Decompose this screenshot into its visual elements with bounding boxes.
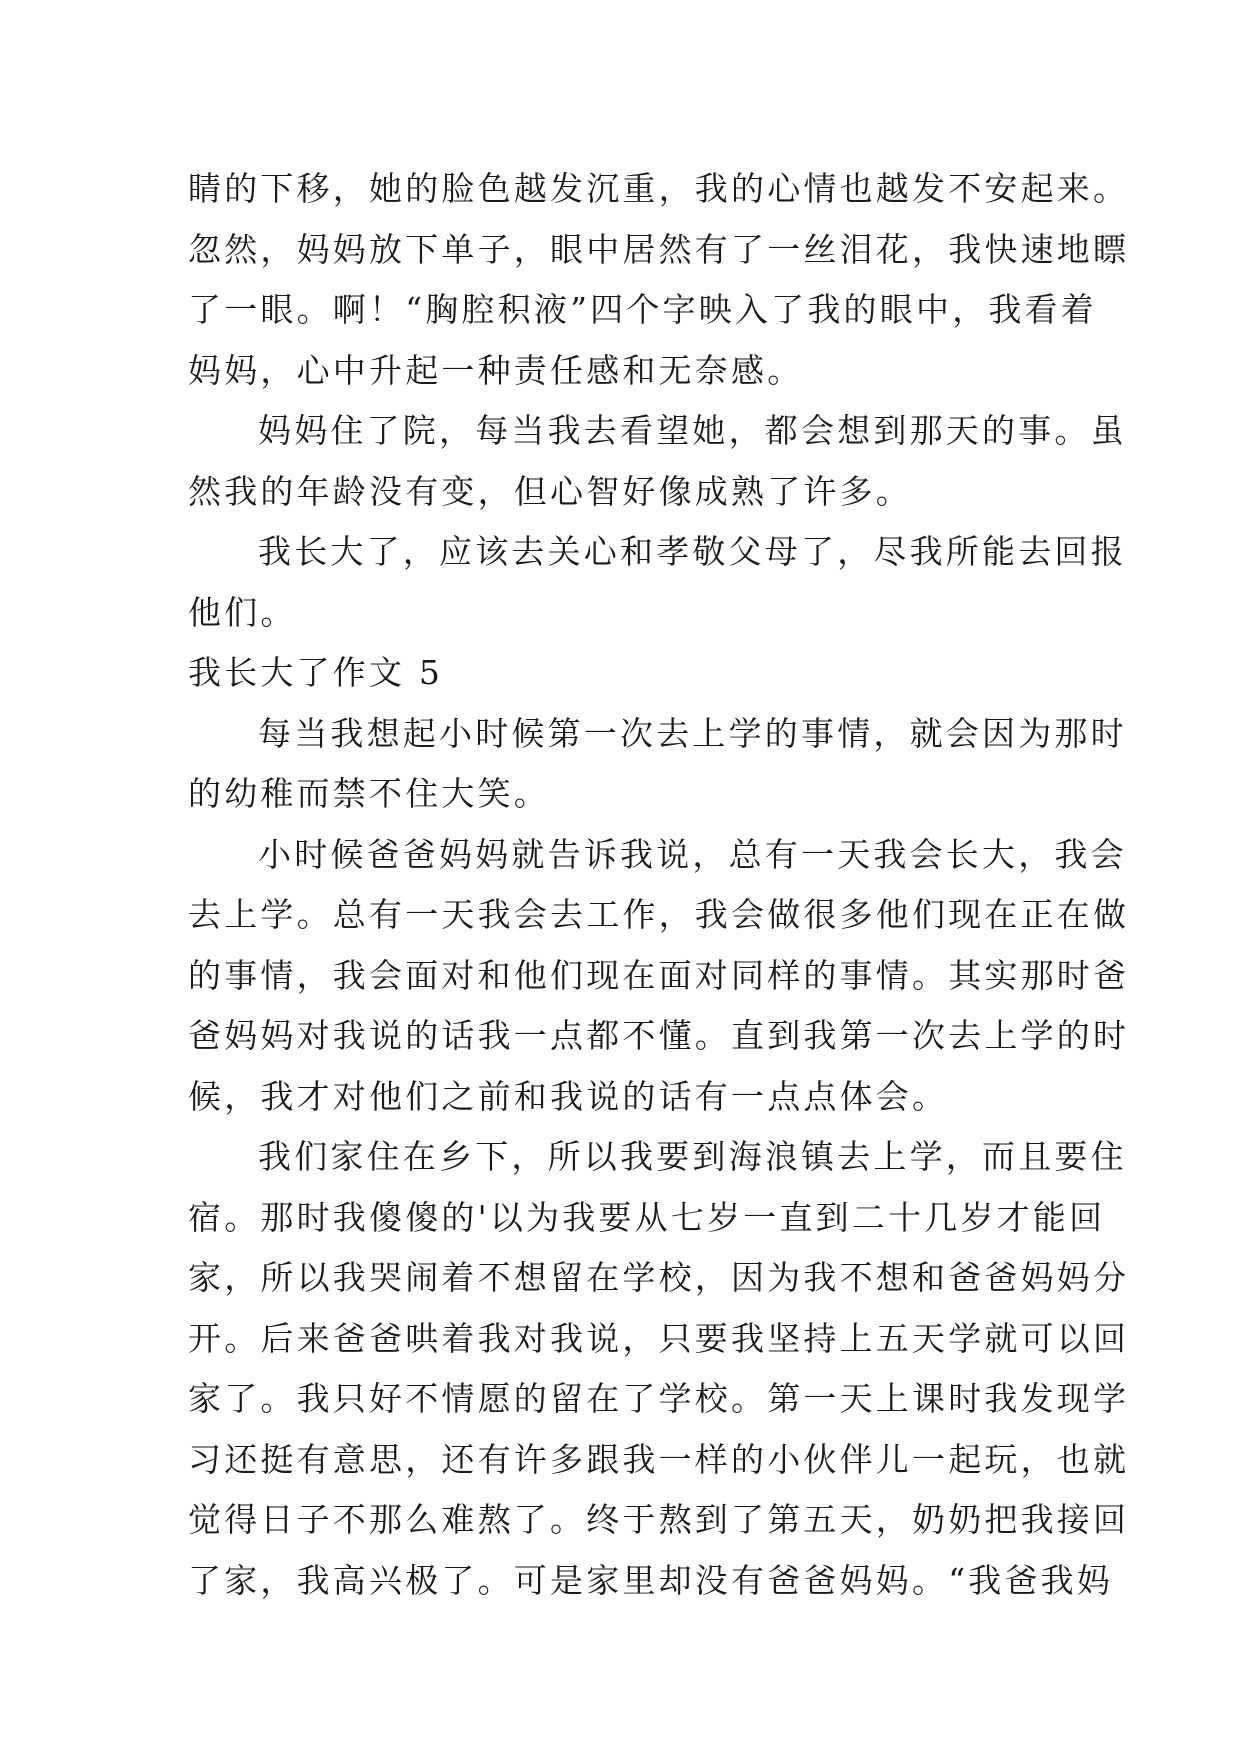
text-line: 然我的年龄没有变，但心智好像成熟了许多。 (188, 471, 912, 511)
document-body (188, 159, 1130, 1611)
section-heading: 我长大了作文 5 (188, 653, 444, 692)
text-line: 家，所以我哭闹着不想留在学校，因为我不想和爸爸妈妈分 (188, 1258, 1130, 1297)
text-line: 家了。我只好不情愿的留在了学校。第一天上课时我发现学 (188, 1379, 1130, 1418)
text-line: 我们家住在乡下，所以我要到海浪镇去上学，而且要住 (258, 1137, 1127, 1176)
text-line: 妈妈，心中升起一种责任感和无奈感。 (188, 350, 804, 390)
text-line: 每当我想起小时候第一次去上学的事情，就会因为那时 (258, 713, 1127, 753)
text-line: 我长大了，应该去关心和孝敬父母了，尽我所能去回报 (258, 532, 1127, 571)
text-line: 去上学。总有一天我会去工作，我会做很多他们现在正在做 (188, 895, 1130, 934)
text-line: 忽然，妈妈放下单子，眼中居然有了一丝泪花，我快速地瞟 (188, 229, 1130, 269)
text-line: 小时候爸爸妈妈就告诉我说，总有一天我会长大，我会 (258, 834, 1127, 874)
text-line: 了一眼。啊！“胸腔积液”四个字映入了我的眼中，我看着 (188, 290, 1097, 329)
text-line: 了家，我高兴极了。可是家里却没有爸爸妈妈。“我爸我妈 (188, 1560, 1114, 1600)
text-line: 觉得日子不那么难熬了。终于熬到了第五天，奶奶把我接回 (188, 1500, 1130, 1539)
text-line: 睛的下移，她的脸色越发沉重，我的心情也越发不安起来。 (188, 169, 1130, 208)
text-line: 习还挺有意思，还有许多跟我一样的小伙伴儿一起玩，也就 (188, 1439, 1130, 1479)
text-line: 的幼稚而禁不住大笑。 (188, 774, 550, 813)
text-line: 他们。 (188, 592, 297, 632)
text-line: 开。后来爸爸哄着我对我说，只要我坚持上五天学就可以回 (188, 1318, 1130, 1358)
text-line: 的事情，我会面对和他们现在面对同样的事情。其实那时爸 (188, 955, 1130, 995)
text-line: 爸妈妈对我说的话我一点都不懂。直到我第一次去上学的时 (188, 1016, 1130, 1055)
text-line: 候，我才对他们之前和我说的话有一点点体会。 (188, 1076, 949, 1116)
text-line: 妈妈住了院，每当我去看望她，都会想到那天的事。虽 (258, 411, 1127, 450)
text-line: 宿。那时我傻傻的'以为我要从七岁一直到二十几岁才能回 (188, 1197, 1106, 1237)
